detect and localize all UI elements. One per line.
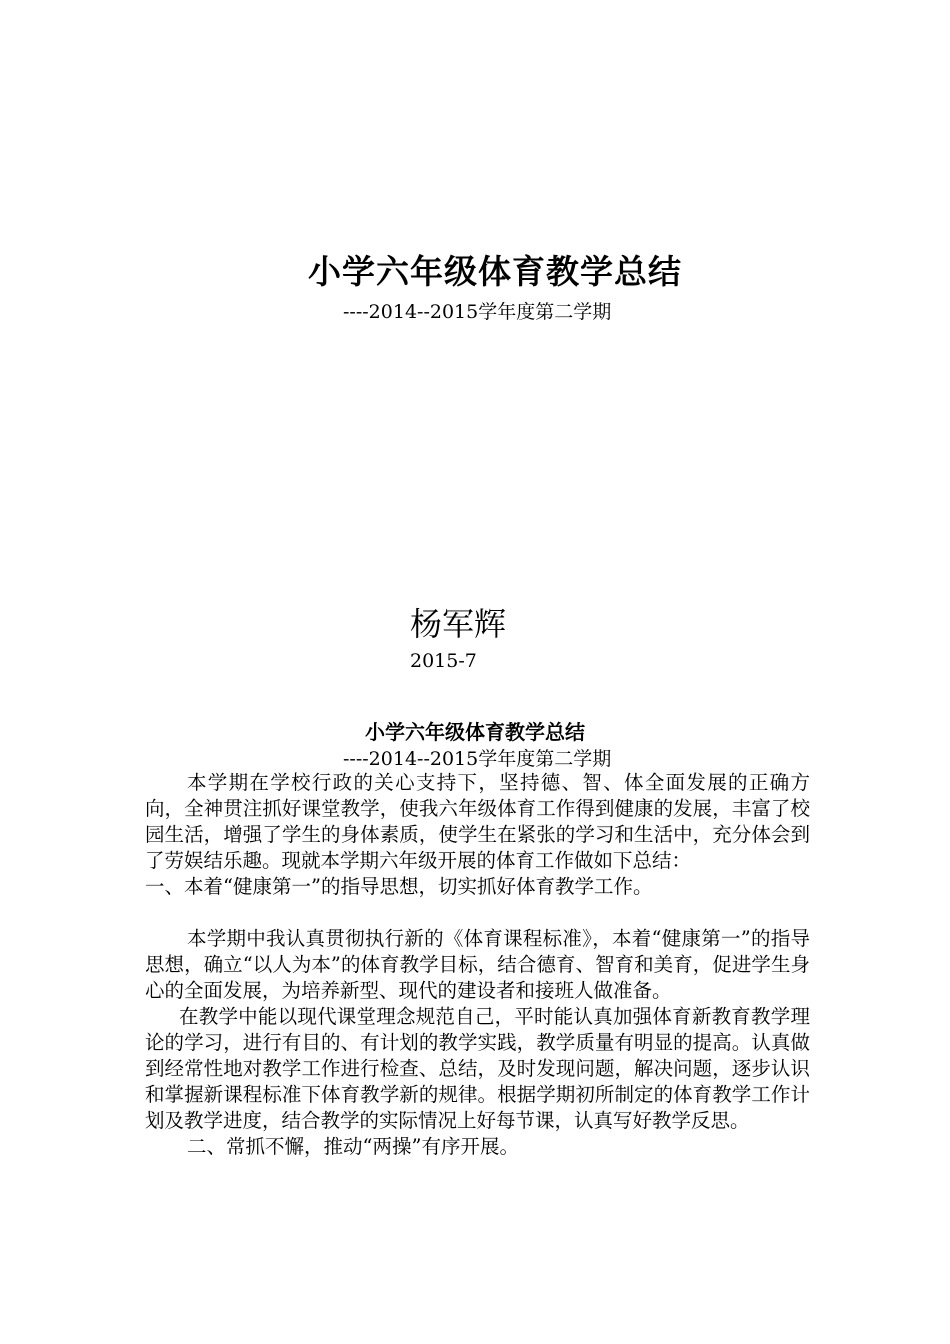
section-heading-2: 二、常抓不懈，推动“两操”有序开展。 bbox=[187, 1135, 519, 1158]
body-title: 小学六年级体育教学总结 bbox=[365, 720, 585, 744]
body-text bbox=[145, 770, 810, 1160]
cover-title: 小学六年级体育教学总结 bbox=[308, 252, 682, 291]
paragraph-intro: 本学期在学校行政的关心支持下，坚持德、智、体全面发展的正确方向，全神贯注抓好课堂教学，使我六年级体育工作得到健康的发展，丰富了校园生活，增强了学生的身体素质，使学生在紧张的学习和生活中，充分体会到了劳娱结乐趣。现就本学期六年级开展的体育工作做如下总结： bbox=[145, 771, 810, 872]
body-subtitle: ----2014--2015学年度第二学期 bbox=[343, 748, 612, 770]
author-name: 杨军辉 bbox=[410, 605, 507, 643]
paragraph-standard: 本学期中我认真贯彻执行新的《体育课程标准》，本着“健康第一”的指导思想，确立“以人为本”的体育教学目标，结合德育、智育和美育，促进学生身心的全面发展，为培养新型、现代的建设者和接班人做准备。 bbox=[145, 927, 810, 1002]
cover-subtitle: ----2014--2015学年度第二学期 bbox=[343, 301, 612, 323]
paragraph-teaching: 在教学中能以现代课堂理念规范自己，平时能认真加强体育新教育教学理论的学习，进行有目的、有计划的教学实践，教学质量有明显的提高。认真做到经常性地对教学工作进行检查、总结，及时发现问题，解决问题，逐步认识和掌握新课程标准下体育教学新的规律。根据学期初所制定的体育教学工作计划及教学进度，结合教学的实际情况上好每节课，认真写好教学反思。 bbox=[145, 1005, 810, 1132]
document-date: 2015-7 bbox=[410, 650, 477, 672]
blank-line bbox=[145, 900, 810, 926]
section-heading-1: 一、本着“健康第一”的指导思想，切实抓好体育教学工作。 bbox=[145, 875, 653, 898]
